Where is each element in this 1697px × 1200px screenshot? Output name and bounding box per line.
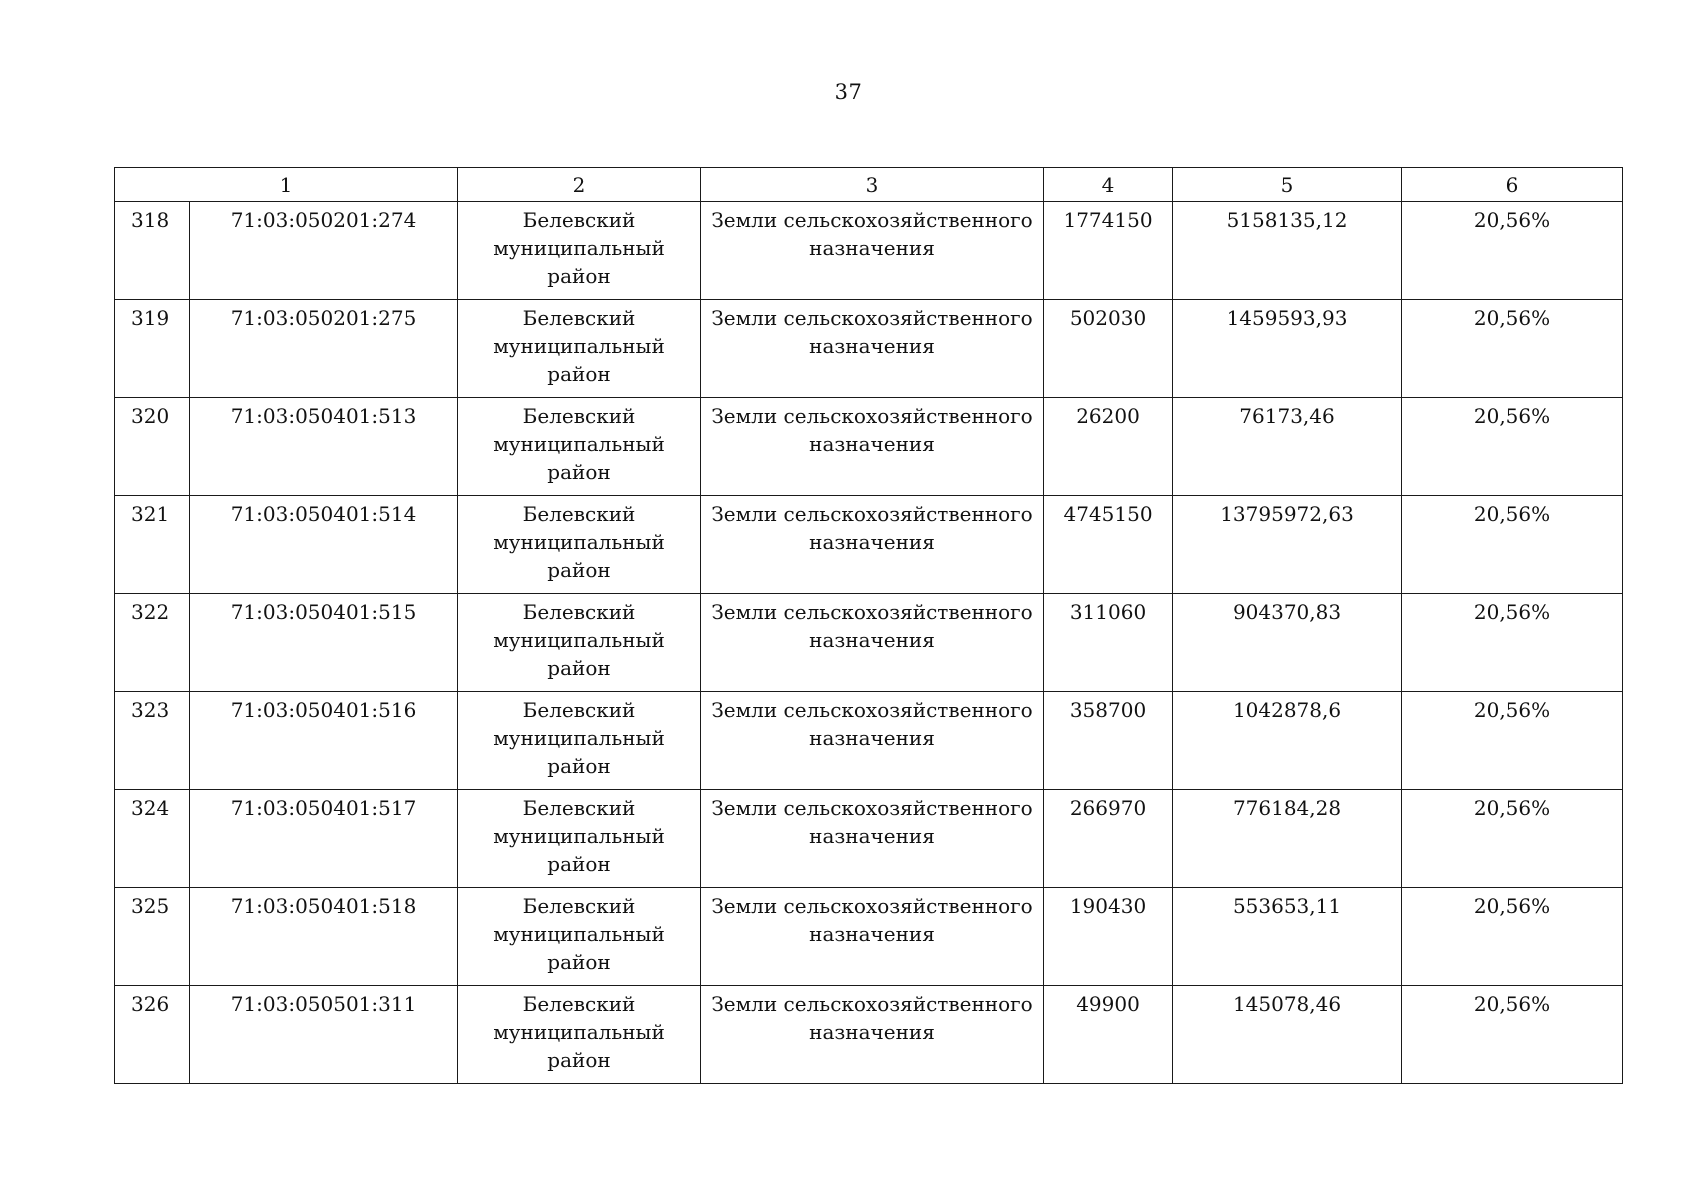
land-register-table bbox=[114, 167, 1623, 1084]
district-line: муниципальный bbox=[493, 1020, 665, 1044]
district-line: Белевский bbox=[522, 208, 636, 232]
district-line: Белевский bbox=[522, 992, 636, 1016]
row-index-cell: 324 bbox=[115, 790, 190, 888]
area-cell: 49900 bbox=[1044, 986, 1173, 1084]
category-line: Земли сельскохозяйственного bbox=[711, 404, 1033, 428]
land-category-cell bbox=[701, 594, 1044, 692]
district-line: муниципальный bbox=[493, 922, 665, 946]
area-cell: 1774150 bbox=[1044, 202, 1173, 300]
category-line: назначения bbox=[809, 628, 935, 652]
district-line: район bbox=[547, 558, 611, 582]
page-number: 37 bbox=[834, 80, 863, 104]
land-category-cell bbox=[701, 790, 1044, 888]
rate-cell: 20,56% bbox=[1402, 986, 1623, 1084]
district-line: район bbox=[547, 656, 611, 680]
cadastral-value-cell: 1042878,6 bbox=[1173, 692, 1402, 790]
column-header-6: 6 bbox=[1402, 168, 1623, 202]
category-line: назначения bbox=[809, 334, 935, 358]
district-cell bbox=[458, 398, 701, 496]
cadastral-number-cell: 71:03:050401:515 bbox=[190, 594, 458, 692]
cadastral-value-cell: 145078,46 bbox=[1173, 986, 1402, 1084]
district-cell bbox=[458, 594, 701, 692]
area-cell: 266970 bbox=[1044, 790, 1173, 888]
table-row bbox=[115, 790, 1623, 888]
category-line: Земли сельскохозяйственного bbox=[711, 502, 1033, 526]
cadastral-value-cell: 1459593,93 bbox=[1173, 300, 1402, 398]
column-header-3: 3 bbox=[701, 168, 1044, 202]
row-index-cell: 323 bbox=[115, 692, 190, 790]
cadastral-number-cell: 71:03:050401:516 bbox=[190, 692, 458, 790]
district-line: Белевский bbox=[522, 502, 636, 526]
land-category-cell bbox=[701, 398, 1044, 496]
cadastral-number-cell: 71:03:050201:274 bbox=[190, 202, 458, 300]
column-header-4: 4 bbox=[1044, 168, 1173, 202]
area-cell: 358700 bbox=[1044, 692, 1173, 790]
cadastral-value-cell: 13795972,63 bbox=[1173, 496, 1402, 594]
cadastral-number-cell: 71:03:050501:311 bbox=[190, 986, 458, 1084]
rate-cell: 20,56% bbox=[1402, 202, 1623, 300]
district-cell bbox=[458, 790, 701, 888]
rate-cell: 20,56% bbox=[1402, 398, 1623, 496]
district-line: муниципальный bbox=[493, 530, 665, 554]
district-line: муниципальный bbox=[493, 824, 665, 848]
district-line: муниципальный bbox=[493, 726, 665, 750]
area-cell: 190430 bbox=[1044, 888, 1173, 986]
cadastral-number-cell: 71:03:050401:513 bbox=[190, 398, 458, 496]
area-cell: 502030 bbox=[1044, 300, 1173, 398]
land-category-cell bbox=[701, 888, 1044, 986]
district-line: Белевский bbox=[522, 600, 636, 624]
cadastral-number-cell: 71:03:050401:514 bbox=[190, 496, 458, 594]
district-cell bbox=[458, 888, 701, 986]
district-line: район bbox=[547, 852, 611, 876]
district-line: район bbox=[547, 362, 611, 386]
district-line: Белевский bbox=[522, 894, 636, 918]
district-line: муниципальный bbox=[493, 334, 665, 358]
cadastral-value-cell: 904370,83 bbox=[1173, 594, 1402, 692]
land-category-cell bbox=[701, 692, 1044, 790]
district-line: район bbox=[547, 1048, 611, 1072]
category-line: Земли сельскохозяйственного bbox=[711, 208, 1033, 232]
district-line: район bbox=[547, 754, 611, 778]
rate-cell: 20,56% bbox=[1402, 692, 1623, 790]
rate-cell: 20,56% bbox=[1402, 496, 1623, 594]
area-cell: 26200 bbox=[1044, 398, 1173, 496]
column-header-2: 2 bbox=[458, 168, 701, 202]
district-line: муниципальный bbox=[493, 432, 665, 456]
district-cell bbox=[458, 986, 701, 1084]
district-cell bbox=[458, 692, 701, 790]
category-line: назначения bbox=[809, 530, 935, 554]
row-index-cell: 321 bbox=[115, 496, 190, 594]
category-line: Земли сельскохозяйственного bbox=[711, 600, 1033, 624]
district-cell bbox=[458, 300, 701, 398]
rate-cell: 20,56% bbox=[1402, 594, 1623, 692]
district-line: Белевский bbox=[522, 306, 636, 330]
cadastral-value-cell: 776184,28 bbox=[1173, 790, 1402, 888]
rate-cell: 20,56% bbox=[1402, 790, 1623, 888]
district-line: муниципальный bbox=[493, 236, 665, 260]
cadastral-number-cell: 71:03:050401:517 bbox=[190, 790, 458, 888]
row-index-cell: 319 bbox=[115, 300, 190, 398]
land-category-cell bbox=[701, 300, 1044, 398]
table-row bbox=[115, 986, 1623, 1084]
district-line: район bbox=[547, 460, 611, 484]
district-line: Белевский bbox=[522, 404, 636, 428]
land-category-cell bbox=[701, 202, 1044, 300]
table-header-row bbox=[115, 168, 1623, 202]
district-line: район bbox=[547, 264, 611, 288]
row-index-cell: 322 bbox=[115, 594, 190, 692]
category-line: Земли сельскохозяйственного bbox=[711, 894, 1033, 918]
table-row bbox=[115, 202, 1623, 300]
category-line: назначения bbox=[809, 236, 935, 260]
rate-cell: 20,56% bbox=[1402, 300, 1623, 398]
category-line: Земли сельскохозяйственного bbox=[711, 698, 1033, 722]
category-line: Земли сельскохозяйственного bbox=[711, 796, 1033, 820]
row-index-cell: 318 bbox=[115, 202, 190, 300]
category-line: назначения bbox=[809, 1020, 935, 1044]
table-row bbox=[115, 300, 1623, 398]
table-row bbox=[115, 888, 1623, 986]
category-line: Земли сельскохозяйственного bbox=[711, 306, 1033, 330]
land-category-cell bbox=[701, 496, 1044, 594]
row-index-cell: 320 bbox=[115, 398, 190, 496]
district-cell bbox=[458, 202, 701, 300]
cadastral-number-cell: 71:03:050201:275 bbox=[190, 300, 458, 398]
category-line: назначения bbox=[809, 726, 935, 750]
row-index-cell: 326 bbox=[115, 986, 190, 1084]
cadastral-value-cell: 76173,46 bbox=[1173, 398, 1402, 496]
district-line: район bbox=[547, 950, 611, 974]
table-row bbox=[115, 692, 1623, 790]
area-cell: 4745150 bbox=[1044, 496, 1173, 594]
land-category-cell bbox=[701, 986, 1044, 1084]
rate-cell: 20,56% bbox=[1402, 888, 1623, 986]
category-line: назначения bbox=[809, 922, 935, 946]
column-header-5: 5 bbox=[1173, 168, 1402, 202]
category-line: назначения bbox=[809, 432, 935, 456]
table-row bbox=[115, 398, 1623, 496]
district-line: Белевский bbox=[522, 698, 636, 722]
cadastral-value-cell: 553653,11 bbox=[1173, 888, 1402, 986]
district-cell bbox=[458, 496, 701, 594]
row-index-cell: 325 bbox=[115, 888, 190, 986]
category-line: Земли сельскохозяйственного bbox=[711, 992, 1033, 1016]
table-row bbox=[115, 496, 1623, 594]
table-row bbox=[115, 594, 1623, 692]
category-line: назначения bbox=[809, 824, 935, 848]
district-line: Белевский bbox=[522, 796, 636, 820]
cadastral-number-cell: 71:03:050401:518 bbox=[190, 888, 458, 986]
area-cell: 311060 bbox=[1044, 594, 1173, 692]
column-header-1: 1 bbox=[115, 168, 458, 202]
cadastral-value-cell: 5158135,12 bbox=[1173, 202, 1402, 300]
district-line: муниципальный bbox=[493, 628, 665, 652]
